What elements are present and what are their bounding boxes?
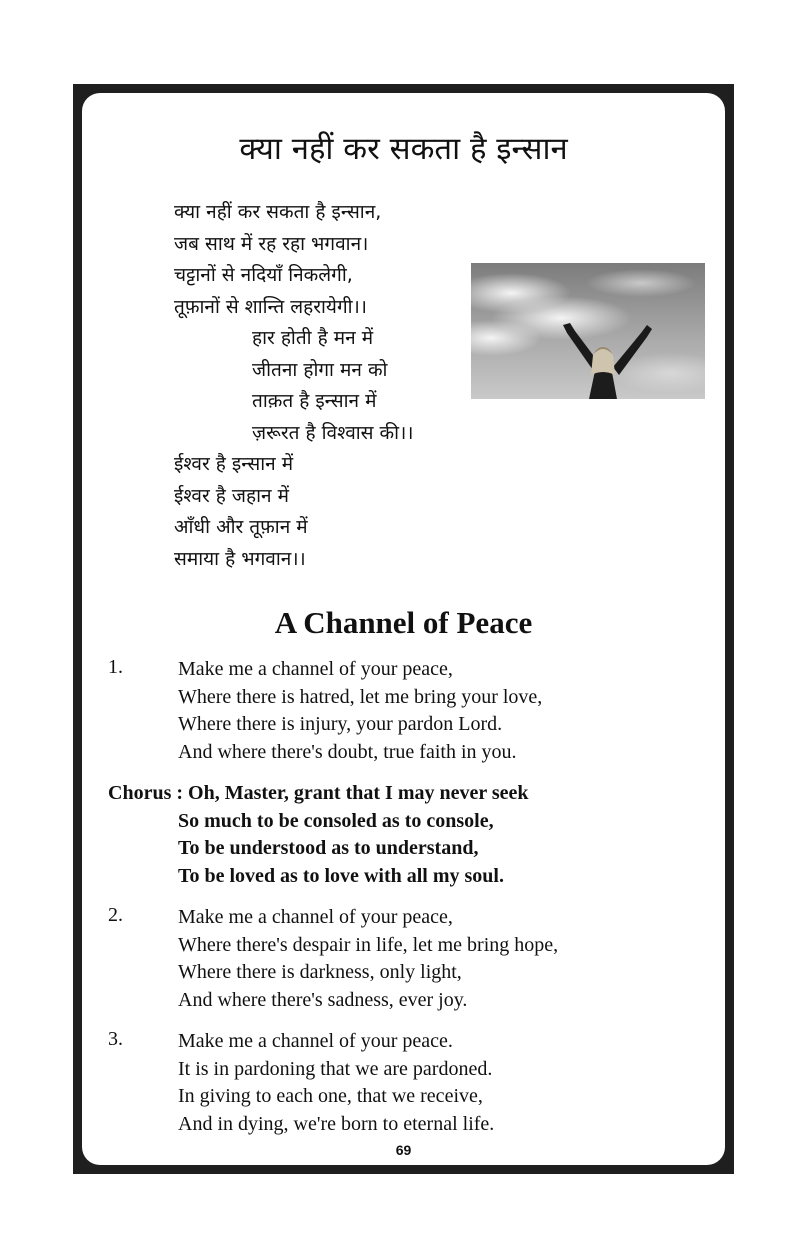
lyric-line: Make me a channel of your peace. <box>178 1030 453 1052</box>
lyric-line: Make me a channel of your peace, <box>178 658 453 680</box>
hindi-lyric-line: समाया है भगवान।। <box>174 547 306 570</box>
page-number: 69 <box>395 1142 412 1158</box>
verse-number: 3. <box>108 1028 123 1050</box>
page-frame <box>73 84 734 1174</box>
chorus-line: So much to be consoled as to console, <box>178 809 494 832</box>
english-song-title: A Channel of Peace <box>274 605 533 640</box>
lyric-line: And where there's sadness, ever joy. <box>178 988 468 1011</box>
lyric-line: Where there is injury, your pardon Lord. <box>178 713 503 735</box>
chorus-line: To be loved as to love with all my soul. <box>178 864 504 887</box>
lyric-line: Where there is hatred, let me bring your love, <box>178 685 543 708</box>
hindi-lyric-line: आँधी और तूफ़ान में <box>174 516 308 538</box>
hindi-lyric-line: ताक़त है इन्सान में <box>252 390 377 412</box>
chorus-first-line: Chorus : Oh, Master, grant that I may never seek <box>108 782 529 804</box>
verse-1 <box>108 656 728 766</box>
lyric-line: And in dying, we're born to eternal life. <box>178 1112 495 1135</box>
chorus-line: To be understood as to understand, <box>178 837 479 859</box>
lyric-line: Make me a channel of your peace, <box>178 906 453 928</box>
hindi-song-title: क्या नहीं कर सकता है इन्सान <box>239 131 568 167</box>
hindi-lyric-line: ईश्वर है जहान में <box>174 484 289 507</box>
verse-number: 2. <box>108 904 123 926</box>
hindi-song-lyrics <box>174 197 413 575</box>
english-song-lyrics <box>108 656 728 1152</box>
hindi-lyric-line: जब साथ में रह रहा भगवान। <box>174 232 369 255</box>
lyric-line: And where there's doubt, true faith in you. <box>178 740 517 763</box>
page-content <box>82 93 725 1165</box>
hindi-lyric-line: हार होती है मन में <box>252 327 374 349</box>
hindi-lyric-line: ज़रूरत है विश्वास की।। <box>252 421 414 444</box>
lyric-line: In giving to each one, that we receive, <box>178 1085 483 1107</box>
verse-3 <box>108 1028 728 1138</box>
lyric-line: Where there's despair in life, let me bring hope, <box>178 933 559 956</box>
chorus <box>108 780 728 890</box>
hindi-lyric-line: जीतना होगा मन को <box>252 358 388 381</box>
hindi-lyric-line: तूफ़ानों से शान्ति लहरायेगी।। <box>174 295 367 318</box>
sky-woman-photo <box>471 263 705 399</box>
hindi-lyric-line: चट्टानों से नदियाँ निकलेगी, <box>174 264 353 286</box>
verse-number: 1. <box>108 656 123 678</box>
hindi-lyric-line: क्या नहीं कर सकता है इन्सान, <box>174 201 382 223</box>
lyric-line: Where there is darkness, only light, <box>178 961 462 983</box>
verse-2 <box>108 904 728 1014</box>
hindi-lyric-line: ईश्वर है इन्सान में <box>174 453 294 475</box>
lyric-line: It is in pardoning that we are pardoned. <box>178 1057 493 1080</box>
